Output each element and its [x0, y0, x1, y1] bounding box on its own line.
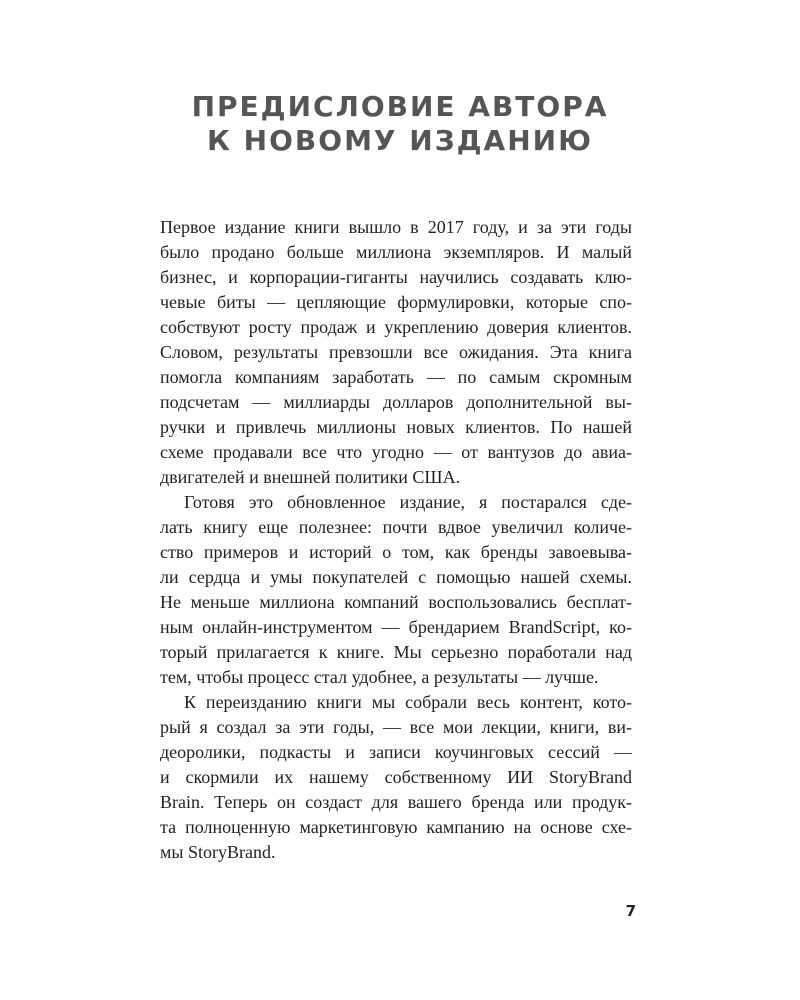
text-line: К переизданию книги мы собрали весь контент, кото- [184, 692, 632, 712]
text-line: чевые биты — цепляющие формулировки, которые спо- [160, 292, 632, 312]
text-line: ручки и привлечь миллионы новых клиентов. По нашей [160, 417, 632, 437]
text-line: Не меньше миллиона компаний воспользовались бесплат- [160, 592, 632, 612]
text-line: и скормили их нашему собственному ИИ StoryBrand [160, 767, 632, 787]
text-line: собствуют росту продаж и укреплению доверия клиентов. [160, 317, 632, 337]
text-line: тем, чтобы процесс стал удобнее, а результаты — лучше. [160, 667, 599, 687]
chapter-title-line-2: К НОВОМУ ИЗДАНИЮ [207, 124, 593, 157]
text-line: Brain. Теперь он создаст для вашего бренда или продук- [160, 792, 632, 812]
text-line: рый я создал за эти годы, — все мои лекции, книги, ви- [160, 717, 632, 737]
text-line: лать книгу еще полезнее: почти вдвое увеличил количе- [160, 517, 632, 537]
text-line: ство примеров и историй о том, как бренды завоевыва- [160, 542, 632, 562]
text-line: Словом, результаты превзошли все ожидания. Эта книга [160, 342, 632, 362]
text-line: ным онлайн-инструментом — брендарием BrandScript, ко- [160, 617, 632, 637]
text-line: помогла компаниям заработать — по самым скромным [160, 367, 632, 387]
chapter-title [0, 90, 800, 158]
text-line: ли сердца и умы покупателей с помощью нашей схемы. [160, 567, 632, 587]
text-line: схеме продавали все что угодно — от вантузов до авиа- [160, 442, 632, 462]
chapter-title-line-1: ПРЕДИСЛОВИЕ АВТОРА [191, 90, 609, 123]
text-line: мы StoryBrand. [160, 842, 276, 862]
text-line: торый прилагается к книге. Мы серьезно поработали над [160, 642, 632, 662]
page-number: 7 [625, 902, 636, 920]
text-line: та полноценную маркетинговую кампанию на основе схе- [160, 817, 632, 837]
text-line: Готовя это обновленное издание, я постарался сде- [184, 492, 632, 512]
text-line: Первое издание книги вышло в 2017 году, и за эти годы [160, 217, 632, 237]
text-line: бизнес, и корпорации-гиганты научились создавать клю- [160, 267, 632, 287]
text-line: деоролики, подкасты и записи коучинговых сессий — [160, 742, 632, 762]
text-line: двигателей и внешней политики США. [160, 467, 461, 487]
body-text [160, 215, 632, 865]
text-line: было продано больше миллиона экземпляров. И малый [160, 242, 632, 262]
text-line: подсчетам — миллиарды долларов дополнительной вы- [160, 392, 632, 412]
